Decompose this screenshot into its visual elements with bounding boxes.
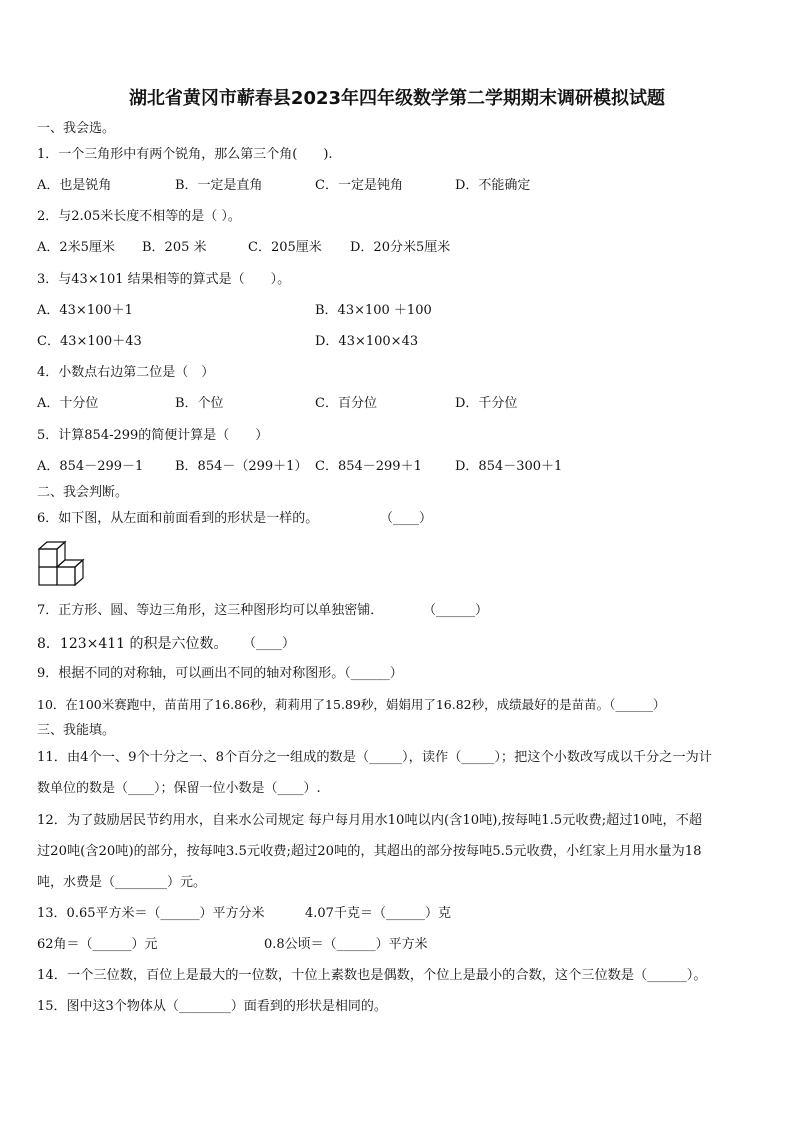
q1-option-a: A．也是锐角 <box>37 178 112 193</box>
q6-answer-blank: （____） <box>380 511 433 526</box>
section-heading-2: 二、我会判断。 <box>37 485 129 500</box>
q3-option-a: A．43×100＋1 <box>37 303 133 318</box>
question-11-line-1: 11．由4个一、9个十分之一、8个百分之一组成的数是（_____），读作（_____）；把这个小数改写成以千分之一为计 <box>37 750 712 765</box>
question-13-part-d: 0.8公顷＝（______）平方米 <box>264 937 428 952</box>
question-12-line-2: 过20吨(含20吨)的部分，按每吨3.5元收费;超过20吨的，其超出的部分按每吨5.5元收费，小红家上月用水量为18 <box>37 844 702 859</box>
section-heading-3: 三、我能填。 <box>37 723 116 738</box>
cube-face <box>75 560 83 585</box>
cube-face <box>39 567 57 585</box>
question-10: 10．在100米赛跑中，苗苗用了16.86秒，莉莉用了15.89秒，娟娟用了16.82秒，成绩最好的是苗苗。（______） <box>37 697 666 712</box>
q5-option-b: B．854－（299＋1） <box>175 459 308 474</box>
section-heading-1: 一、我会选。 <box>37 121 116 136</box>
q1-option-b: B．一定是直角 <box>175 178 263 193</box>
q3-option-b: B．43×100 ＋100 <box>315 303 432 318</box>
question-12-line-1: 12．为了鼓励居民节约用水，自来水公司规定 每户每月用水10吨以内(含10吨),按每吨1.5元收费;超过10吨，不超 <box>37 813 703 828</box>
q2-option-a: A．2米5厘米 <box>37 240 115 255</box>
q4-option-b: B．个位 <box>175 396 224 411</box>
q5-option-c: C．854－299＋1 <box>315 459 422 474</box>
q1-option-d: D．不能确定 <box>455 178 531 193</box>
q2-option-c: C．205厘米 <box>248 240 322 255</box>
q2-option-d: D．20分米5厘米 <box>350 240 451 255</box>
q4-option-c: C．百分位 <box>315 396 377 411</box>
question-3: 3．与43×101 结果相等的算式是（ ）。 <box>37 272 291 287</box>
question-11-line-2: 数单位的数是（____）；保留一位小数是（____）. <box>37 781 321 796</box>
cube-face <box>39 549 57 567</box>
page-title: 湖北省黄冈市蕲春县2023年四年级数学第二学期期末调研模拟试题 <box>128 88 666 109</box>
cube-stack-figure <box>38 540 90 588</box>
q7-answer-blank: （______） <box>423 603 489 618</box>
question-6: 6．如下图，从左面和前面看到的形状是一样的。 <box>37 511 319 526</box>
q2-option-b: B．205 米 <box>142 240 207 255</box>
q5-option-a: A．854－299－1 <box>37 459 144 474</box>
question-5: 5．计算854-299的简便计算是（ ） <box>37 428 269 443</box>
question-15: 15．图中这3个物体从（________）面看到的形状是相同的。 <box>37 999 387 1014</box>
question-2: 2．与2.05米长度不相等的是（ ）。 <box>37 209 241 224</box>
q4-option-d: D．千分位 <box>455 396 518 411</box>
q8-answer-blank: （____） <box>243 636 296 651</box>
cube-face <box>57 567 75 585</box>
question-13-part-b: 4.07千克＝（______）克 <box>305 906 451 921</box>
question-13-part-c: 62角＝（______）元 <box>37 937 158 952</box>
q3-option-d: D．43×100×43 <box>315 334 419 349</box>
question-9: 9．根据不同的对称轴，可以画出不同的轴对称图形。（______） <box>37 666 403 681</box>
q4-option-a: A．十分位 <box>37 396 99 411</box>
q5-option-d: D．854－300＋1 <box>455 459 563 474</box>
question-4: 4．小数点右边第二位是（ ） <box>37 365 215 380</box>
question-12-line-3: 吨，水费是（________）元。 <box>37 875 207 890</box>
question-13-part-a: 13．0.65平方米＝（______）平方分米 <box>37 906 265 921</box>
question-1: 1．一个三角形中有两个锐角，那么第三个角( ). <box>37 147 333 162</box>
question-8: 8．123×411 的积是六位数。 <box>37 636 228 652</box>
question-7: 7．正方形、圆、等边三角形，这三种图形均可以单独密铺． <box>37 603 384 618</box>
question-14: 14．一个三位数，百位上是最大的一位数，十位上素数也是偶数，个位上是最小的合数，这个三位数是（______）。 <box>37 968 707 983</box>
q1-option-c: C．一定是钝角 <box>315 178 403 193</box>
q3-option-c: C．43×100＋43 <box>37 334 142 349</box>
